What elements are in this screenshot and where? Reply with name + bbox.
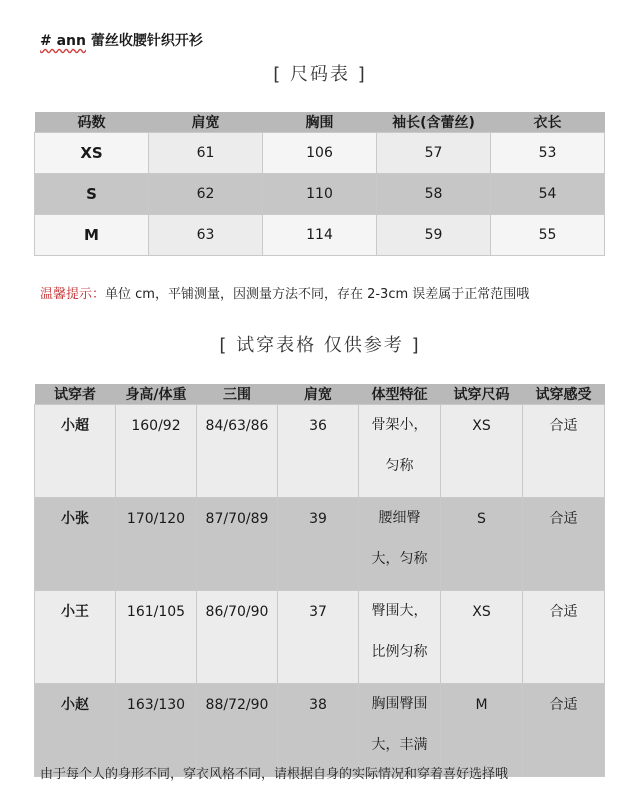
shoulder-cell: 61 xyxy=(149,133,263,174)
body-type-cell xyxy=(359,591,441,684)
bust-cell: 114 xyxy=(263,215,377,256)
header-tester: 试穿者 xyxy=(35,384,116,405)
tip-text: 单位 cm，平铺测量，因测量方法不同，存在 2-3cm 误差属于正常范围哦 xyxy=(105,287,530,302)
measurements-cell: 86/70/90 xyxy=(197,591,278,684)
header-fit-feeling: 试穿感受 xyxy=(523,384,605,405)
height-weight-cell: 170/120 xyxy=(116,498,197,591)
table-row xyxy=(35,405,605,498)
shoulder-cell: 62 xyxy=(149,174,263,215)
shoulder-cell: 36 xyxy=(278,405,359,498)
sleeve-cell: 57 xyxy=(377,133,491,174)
size-cell: M xyxy=(35,215,149,256)
body-type-text: 臀围大，比例匀称 xyxy=(371,603,428,660)
header-length: 衣长 xyxy=(491,112,605,133)
trial-table-title: [ 试穿表格 仅供参考 ] xyxy=(219,335,421,356)
product-name: 蕾丝收腰针织开衫 xyxy=(90,33,203,49)
fit-cell: 合适 xyxy=(523,591,605,684)
trial-size-cell: S xyxy=(441,498,523,591)
trial-header-row xyxy=(35,384,605,405)
shoulder-cell: 63 xyxy=(149,215,263,256)
header-body-type: 体型特征 xyxy=(359,384,441,405)
body-type-cell xyxy=(359,498,441,591)
header-sleeve: 袖长(含蕾丝) xyxy=(377,112,491,133)
fit-cell: 合适 xyxy=(523,498,605,591)
trial-size-cell: XS xyxy=(441,405,523,498)
table-row xyxy=(35,498,605,591)
hash-tag: # ann xyxy=(40,33,86,49)
header-measurements: 三围 xyxy=(197,384,278,405)
header-shoulder: 肩宽 xyxy=(278,384,359,405)
sleeve-cell: 58 xyxy=(377,174,491,215)
body-type-text: 胸围臀围大，丰满 xyxy=(371,696,428,753)
size-chart-header-row xyxy=(35,112,605,133)
size-chart-title: [ 尺码表 ] xyxy=(273,64,367,85)
fit-cell: 合适 xyxy=(523,405,605,498)
tip-label: 温馨提示： xyxy=(40,287,106,302)
footer-note: 由于每个人的身形不同，穿衣风格不同，请根据自身的实际情况和穿着喜好选择哦 xyxy=(40,767,509,782)
bust-cell: 110 xyxy=(263,174,377,215)
body-type-text: 腰细臀大，匀称 xyxy=(371,510,428,567)
table-row xyxy=(35,133,605,174)
measurements-cell: 88/72/90 xyxy=(197,684,278,777)
tester-name: 小王 xyxy=(35,591,116,684)
length-cell: 55 xyxy=(491,215,605,256)
trial-table xyxy=(34,384,605,777)
body-type-cell xyxy=(359,405,441,498)
height-weight-cell: 163/130 xyxy=(116,684,197,777)
measurements-cell: 84/63/86 xyxy=(197,405,278,498)
measurements-cell: 87/70/89 xyxy=(197,498,278,591)
header-shoulder: 肩宽 xyxy=(149,112,263,133)
height-weight-cell: 161/105 xyxy=(116,591,197,684)
length-cell: 53 xyxy=(491,133,605,174)
height-weight-cell: 160/92 xyxy=(116,405,197,498)
shoulder-cell: 37 xyxy=(278,591,359,684)
table-row xyxy=(35,174,605,215)
product-title xyxy=(40,30,203,50)
size-cell: S xyxy=(35,174,149,215)
shoulder-cell: 39 xyxy=(278,498,359,591)
header-size: 码数 xyxy=(35,112,149,133)
table-row xyxy=(35,215,605,256)
tester-name: 小超 xyxy=(35,405,116,498)
size-chart-table xyxy=(34,112,605,256)
tester-name: 小张 xyxy=(35,498,116,591)
tester-name: 小赵 xyxy=(35,684,116,777)
header-bust: 胸围 xyxy=(263,112,377,133)
table-row xyxy=(35,591,605,684)
header-height-weight: 身高/体重 xyxy=(116,384,197,405)
sleeve-cell: 59 xyxy=(377,215,491,256)
bust-cell: 106 xyxy=(263,133,377,174)
trial-size-cell: M xyxy=(441,684,523,777)
length-cell: 54 xyxy=(491,174,605,215)
measurement-tip xyxy=(40,283,529,302)
size-cell: XS xyxy=(35,133,149,174)
fit-cell: 合适 xyxy=(523,684,605,777)
trial-size-cell: XS xyxy=(441,591,523,684)
header-trial-size: 试穿尺码 xyxy=(441,384,523,405)
body-type-text: 骨架小，匀称 xyxy=(371,417,428,474)
shoulder-cell: 38 xyxy=(278,684,359,777)
